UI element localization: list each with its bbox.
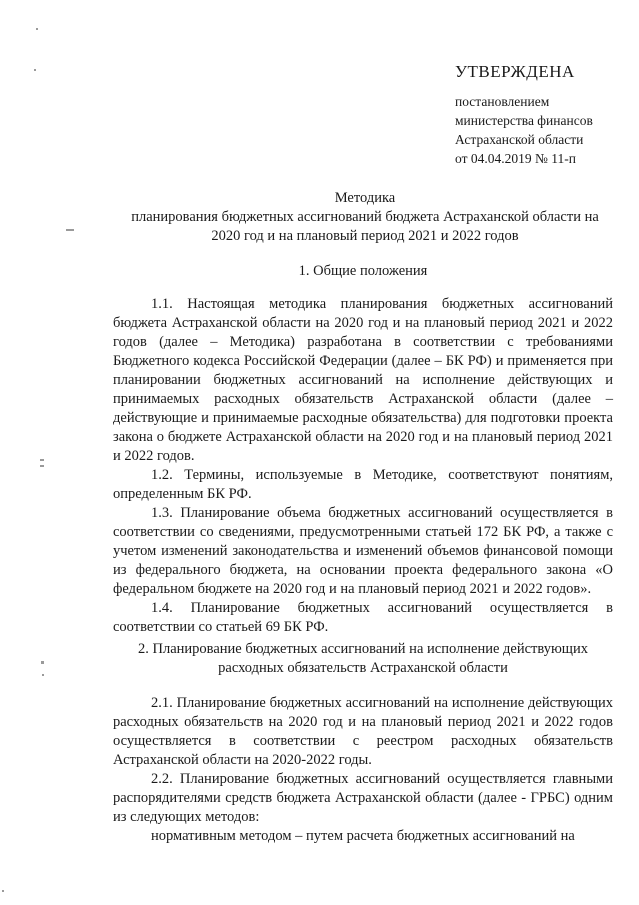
approval-block: [455, 62, 635, 168]
paragraph: 1.3. Планирование объема бюджетных ассигнований осуществляется в соответствии со сведениями, предусмотренными статьей 172 БК РФ, а также с учетом изменений законодательства и изменений объемов финансовой помощи из федерального бюджета, на основании проекта федерального закона «О федеральном бюджете на 2020 год и на плановый период 2021 и 2022 годов».: [113, 505, 613, 597]
scan-mark: [41, 661, 44, 664]
section-2-heading: [113, 640, 613, 678]
approval-line: министерства финансов: [455, 113, 593, 128]
approval-heading: УТВЕРЖДЕНА: [455, 62, 575, 81]
approval-line: постановлением: [455, 94, 550, 109]
scan-mark: [40, 459, 44, 461]
paragraph: 1.2. Термины, используемые в Методике, соответствуют понятиям, определенным БК РФ.: [113, 467, 613, 502]
section-1-body: [113, 295, 613, 637]
scan-mark: [42, 674, 44, 676]
section-1-heading: 1. Общие положения: [298, 263, 428, 279]
approval-line: от 04.04.2019 № 11-п: [455, 151, 576, 166]
scan-mark: [36, 28, 38, 30]
title-line: Методика: [334, 190, 396, 206]
approval-line: Астраханской области: [455, 132, 584, 147]
paragraph: 2.1. Планирование бюджетных ассигнований на исполнение действующих расходных обязательств на 2020 год и на плановый период 2021 и 2022 годов осуществляется в соответствии с реестром расходных обязательств Астраханской области на 2020-2022 годы.: [113, 695, 613, 768]
scan-mark: [34, 69, 36, 71]
paragraph: нормативным методом – путем расчета бюджетных ассигнований на: [151, 828, 575, 844]
document-title: [100, 189, 630, 246]
title-line: планирования бюджетных ассигнований бюджета Астраханской области на: [131, 209, 599, 225]
section-2-heading-line: 2. Планирование бюджетных ассигнований на исполнение действующих: [138, 641, 588, 657]
paragraph: 1.1. Настоящая методика планирования бюджетных ассигнований бюджета Астраханской области на 2020 год и на плановый период 2021 и 2022 годов (далее – Методика) разработана в соответствии с требованиями Бюджетного кодекса Российской Федерации (далее – БК РФ) и применяется при планировании бюджетных ассигнований на исполнение действующих и принимаемых расходных обязательств Астраханской области (далее – действующие и принимаемые расходные обязательства) для подготовки проекта закона о бюджете Астраханской области на 2020 год и на плановый период 2021 и 2022 годов.: [113, 296, 613, 464]
scan-mark: [2, 890, 4, 892]
title-line: 2020 год и на плановый период 2021 и 2022 годов: [211, 228, 519, 244]
scan-mark: [66, 229, 74, 231]
scan-mark: [40, 465, 44, 467]
paragraph: 2.2. Планирование бюджетных ассигнований осуществляется главными распорядителями средств бюджета Астраханской области (далее - ГРБС) одним из следующих методов:: [113, 771, 613, 825]
paragraph: 1.4. Планирование бюджетных ассигнований осуществляется в соответствии со статьей 69 БК РФ.: [113, 600, 613, 635]
section-2-heading-line: расходных обязательств Астраханской области: [218, 660, 508, 676]
section-2-body: [113, 694, 613, 846]
